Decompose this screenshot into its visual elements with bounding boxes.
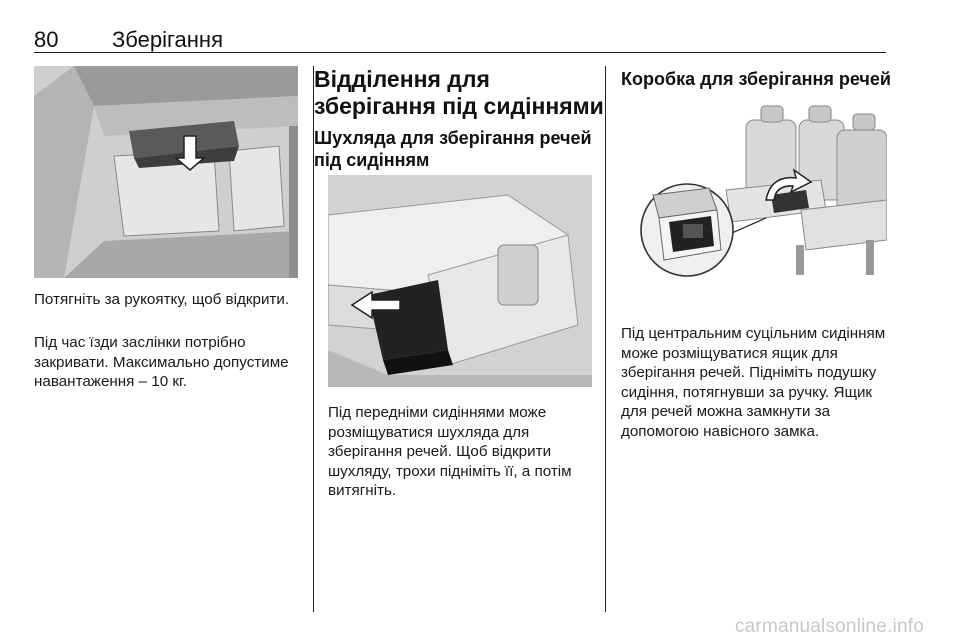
subsection-heading: Шухляда для зберігання речей під сидінням	[314, 128, 592, 170]
column3-paragraph: Під центральним суцільним сидінням може розміщуватися ящик для зберігання речей. Підніміть подушку сидіння, потягнувши за ручку. Ящик для речей можна замкнути за допомогою навісного замка.	[621, 325, 886, 440]
section-heading: Відділення для зберігання під сидіннями	[314, 66, 604, 119]
column1-paragraph-2: Під час їзди заслінки потрібно закривати. Максимально допустиме навантаження – 10 кг.	[34, 334, 289, 390]
seat-storage-box-illustration	[621, 100, 887, 310]
cargo-ceiling-flap-illustration	[34, 66, 298, 278]
header-divider	[34, 52, 886, 53]
section-title: Зберігання	[112, 27, 223, 52]
watermark: carmanualsonline.info	[734, 616, 924, 637]
page-number: 80	[34, 27, 59, 52]
column1-paragraph-1: Потягніть за рукоятку, щоб відкрити.	[34, 291, 290, 308]
under-seat-drawer-illustration	[328, 175, 592, 387]
column2-paragraph: Під передніми сидіннями може розміщуватися шухляда для зберігання речей. Щоб відкрити шухляду, трохи підніміть її, а потім витягніть.	[328, 404, 572, 499]
storage-box-heading: Коробка для зберігання речей	[621, 69, 891, 89]
column-divider-2	[605, 66, 606, 612]
